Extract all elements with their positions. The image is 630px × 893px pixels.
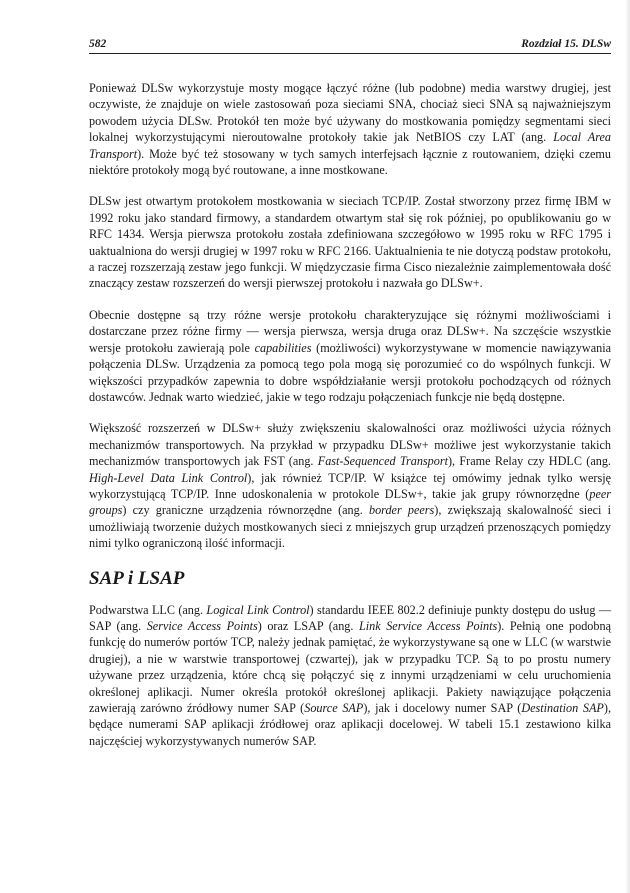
page-edge-shadow xyxy=(625,0,630,893)
paragraph-4: Większość rozszerzeń w DLSw+ służy zwiększeniu skalowalności oraz możliwości użycia różnych mechanizmów transportowych. Na przykład w przypadku DLSw+ możliwe jest wykorzystanie takich mechanizmów transportowych jak FST (ang. Fast-Sequenced Transport), Frame Relay czy HDLC (ang. High-Level Data Link Control), jak również TCP/IP. W książce tej omówimy jednak tylko wersję wykorzystującą TCP/IP. Inne udoskonalenia w protokole DLSw+, takie jak grupy równorzędne (peer groups) czy graniczne urządzenia równorzędne (ang. border peers), zwiększają skalowalność sieci i umożliwiają tworzenie dużych mostkowanych sieci z mniejszych grup urządzeń przenoszących pomiędzy nimi tylko ograniczoną ilość informacji. xyxy=(89,421,611,551)
section-title: SAP i LSAP xyxy=(89,567,185,589)
page-number: 582 xyxy=(89,38,107,50)
paragraph-1: Ponieważ DLSw wykorzystuje mosty mogące łączyć różne (lub podobne) media warstwy drugiej, jest oczywiste, że znajduje on wiele zastosowań poza sieciami SNA, chociaż sieci SNA są najważniejszym powodem użycia DLSw. Protokół ten może być używany do mostkowania pomiędzy segmentami sieci lokalnej wykorzystującymi nieroutowalne protokoły takie jak NetBIOS czy LAT (ang. Local Area Transport). Może być też stosowany w tych samych interfejsach łącznie z routowaniem, dzięki czemu niektóre protokoły mogą być routowane, a inne mostkowane. xyxy=(89,81,611,178)
page-body xyxy=(89,80,611,764)
paragraph-3: Obecnie dostępne są trzy różne wersje protokołu charakteryzujące się różnymi możliwościami i dostarczane przez różne firmy — wersja pierwsza, wersja druga oraz DLSw+. Na szczęście wszystkie wersje protokołu zawierają pole capabilities (możliwości) wykorzystywane w momencie nawiązywania połączenia DLSw. Urządzenia za pomocą tego pola mogą się porozumieć co do wspólnych funkcji. W większości przypadków zapewnia to dobre współdziałanie wersji protokołu pochodzących od różnych dostawców. Jednak warto wiedzieć, jakie w tego rodzaju połączeniach funkcje nie będą dostępne. xyxy=(89,307,611,404)
paragraph-2: DLSw jest otwartym protokołem mostkowania w sieciach TCP/IP. Został stworzony przez firmę IBM w 1992 roku jako standard firmowy, a standardem otwartym stał się rok później, po opublikowaniu go w RFC 1434. Wersja pierwsza protokołu została zdefiniowana szczegółowo w 1995 roku w RFC 1795 i uaktualniona do wersji drugiej w 1997 roku w RFC 2166. Uaktualnienia te nie dotyczą podstaw protokołu, a raczej rozszerzają zestaw jego funkcji. W międzyczasie firma Cisco niezależnie zaimplementowała dość znaczący zestaw rozszerzeń do wersji pierwszej protokołu i nazwała go DLSw+. xyxy=(89,194,611,291)
paragraph-5: Podwarstwa LLC (ang. Logical Link Control) standardu IEEE 802.2 definiuje punkty dostępu do usług — SAP (ang. Service Access Points) oraz LSAP (ang. Link Service Access Points). Pełnią one podobną funkcję do numerów portów TCP, należy jednak pamiętać, że wykorzystywane są one w LLC (w warstwie drugiej), a nie w warstwie transportowej (czwartej), jak w przypadku TCP. Są to po prostu numery używane przez urządzenia, które chcą się połączyć się z innymi urządzeniami w celu uruchomienia określonej aplikacji. Numer określa protokół określonej aplikacji. Pakiety nawiązujące połączenia zawierają zarówno źródłowy numer SAP (Source SAP), jak i docelowy numer SAP (Destination SAP), będące numerami SAP aplikacji źródłowej oraz aplikacji docelowej. W tabeli 15.1 zestawiono kilka najczęściej wykorzystywanych numerów SAP. xyxy=(89,602,612,748)
chapter-title: Rozdział 15. DLSw xyxy=(521,38,611,50)
page-header xyxy=(89,38,611,54)
